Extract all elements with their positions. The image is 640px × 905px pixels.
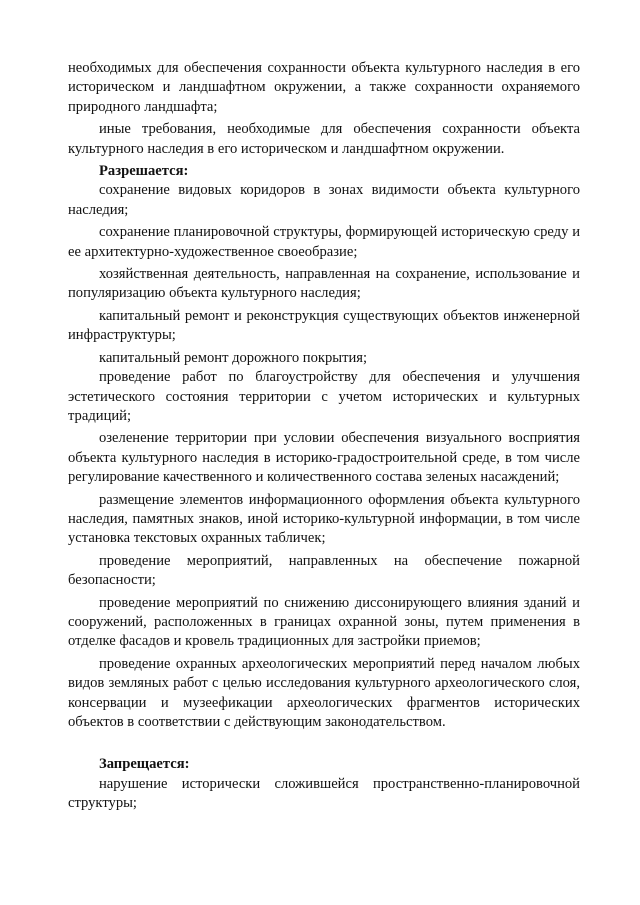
allowed-item: проведение мероприятий, направленных на обеспечение пожарной безопасности; <box>68 552 580 589</box>
allowed-item: проведение мероприятий по снижению диссонирующего влияния зданий и сооружений, расположенных в границах охранной зоны, путем применения в отделке фасадов и кровель традиционных для застройки приемов; <box>68 594 580 650</box>
allowed-item: проведение охранных археологических мероприятий перед началом любых видов земляных работ с целью исследования культурного археологического слоя, консервации и музеефикации археологических фрагментов исторических объектов в соответствии с действующим законодательством. <box>68 655 580 730</box>
allowed-item: капитальный ремонт дорожного покрытия; <box>99 349 368 366</box>
heading-forbidden: Запрещается: <box>99 756 190 773</box>
allowed-item: озеленение территории при условии обеспечения визуального восприятия объекта культурного наследия в историко-градостроительной среде, в том числе регулирование качественного и количественного состава зеленых насаждений; <box>68 430 580 486</box>
allowed-item: проведение работ по благоустройству для обеспечения и улучшения эстетического состояния территории с учетом исторических и культурных традиций; <box>68 369 580 424</box>
document-page <box>68 59 580 814</box>
heading-allowed: Разрешается: <box>99 163 189 180</box>
allowed-item: капитальный ремонт и реконструкция существующих объектов инженерной инфраструктуры; <box>68 307 580 344</box>
allowed-item: сохранение видовых коридоров в зонах видимости объекта культурного наследия; <box>68 182 580 218</box>
forbidden-item: нарушение исторически сложившейся пространственно-планировочной структуры; <box>68 775 580 812</box>
allowed-item: сохранение планировочной структуры, формирующей историческую среду и ее архитектурно-художественное своеобразие; <box>68 224 580 260</box>
section-spacer <box>68 732 580 755</box>
allowed-item: размещение элементов информационного оформления объекта культурного наследия, памятных знаков, иной историко-культурной информации, в том числе установка текстовых охранных табличек; <box>68 491 580 547</box>
allowed-item: хозяйственная деятельность, направленная на сохранение, использование и популяризацию объекта культурного наследия; <box>68 266 580 302</box>
paragraph-other-requirements: иные требования, необходимые для обеспечения сохранности объекта культурного наследия в его историческом и ландшафтном окружении. <box>68 121 580 157</box>
paragraph-top-fragment: необходимых для обеспечения сохранности объекта культурного наследия в его историческом и ландшафтном окружении, а также сохранности охраняемого природного ландшафта; <box>68 60 580 115</box>
